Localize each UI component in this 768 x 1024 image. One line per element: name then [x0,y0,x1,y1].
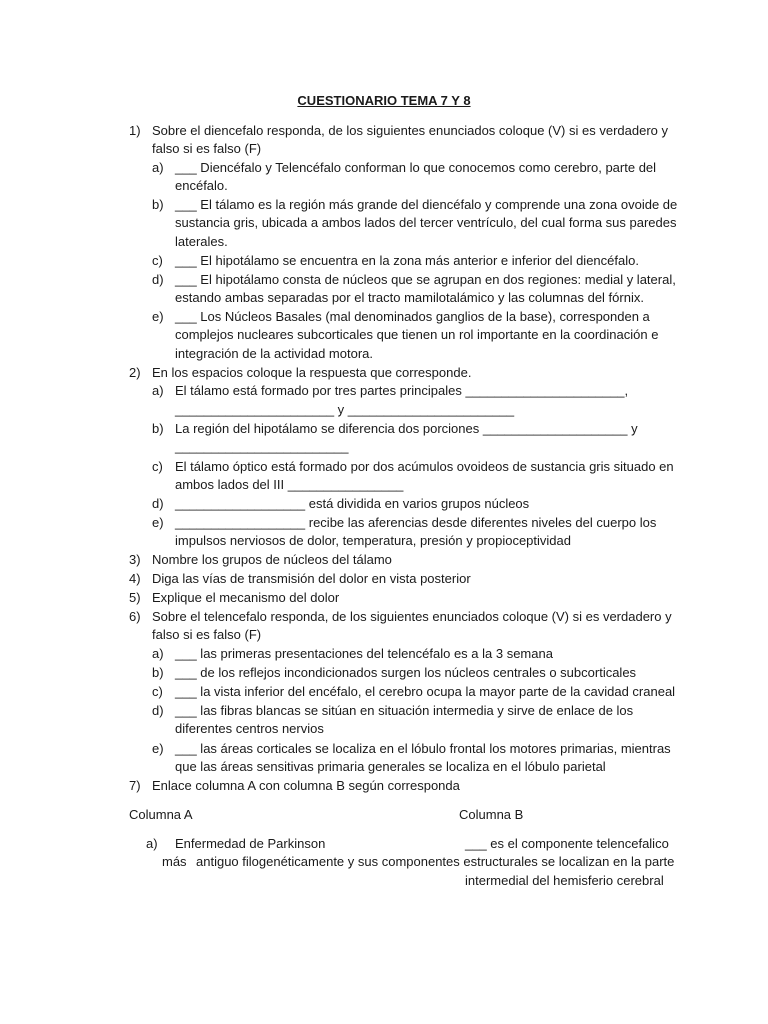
item-text: laterales. [175,234,228,249]
question-text: Sobre el telencefalo responda, de los siguientes enunciados coloque (V) si es verdadero y [152,609,672,624]
item-text: ______________________ y _______________________ [175,402,515,417]
item-text: ambos lados del III ________________ [175,477,404,492]
item-text: ___ de los reflejos incondicionados surgen los núcleos centrales o subcorticales [175,665,637,680]
question-text: Enlace columna A con columna B según corresponda [152,778,460,793]
column-b-item-continued: intermedial del hemisferio cerebral [465,873,664,888]
item-letter: a) [152,160,164,175]
item-letter: e) [152,309,164,324]
column-a-header: Columna A [129,807,193,822]
item-letter: d) [152,496,164,511]
page-title: CUESTIONARIO TEMA 7 Y 8 [297,93,471,108]
item-letter: c) [152,684,163,699]
item-text: ___ Los Núcleos Basales (mal denominados ganglios de la base), corresponden a [175,309,650,324]
question-number: 3) [129,552,141,567]
column-b-item-continued: antiguo filogenéticamente y sus componentes estructurales se localizan en la parte [196,854,675,869]
item-letter: d) [152,272,164,287]
question-text: falso si es falso (F) [152,141,262,156]
item-text: ___ El hipotálamo se encuentra en la zona más anterior e inferior del diencéfalo. [175,253,639,268]
question-text: Diga las vías de transmisión del dolor en vista posterior [152,571,471,586]
item-letter: a) [146,836,158,851]
item-text: complejos nucleares subcorticales que tienen un rol importante en la coordinación e [175,327,659,342]
item-letter: b) [152,665,164,680]
item-text: sustancia gris, ubicada a ambos lados del tercer ventrículo, del cual forma sus paredes [175,215,677,230]
item-text: ___ El hipotálamo consta de núcleos que se agrupan en dos regiones: medial y lateral, [175,272,676,287]
item-letter: c) [152,459,163,474]
question-text: En los espacios coloque la respuesta que corresponde. [152,365,472,380]
item-letter: b) [152,421,164,436]
item-text: estando ambas separadas por el tracto mamilotalámico y las columnas del fórnix. [175,290,644,305]
question-number: 6) [129,609,141,624]
item-text: impulsos nerviosos de dolor, temperatura, presión y propioceptividad [175,533,571,548]
question-text: Sobre el diencefalo responda, de los siguientes enunciados coloque (V) si es verdadero y [152,123,668,138]
item-text: ___ las primeras presentaciones del telencéfalo es a la 3 semana [175,646,553,661]
item-text: __________________ recibe las aferencias desde diferentes niveles del cuerpo los [175,515,657,530]
question-number: 1) [129,123,141,138]
item-text: ___ las áreas corticales se localiza en el lóbulo frontal los motores primarias, mientras [175,741,671,756]
question-text: Nombre los grupos de núcleos del tálamo [152,552,392,567]
column-b-item-continued: más [162,854,187,869]
question-number: 2) [129,365,141,380]
item-letter: c) [152,253,163,268]
item-text: __________________ está dividida en varios grupos núcleos [175,496,530,511]
item-text: ___ Diencéfalo y Telencéfalo conforman lo que conocemos como cerebro, parte del [175,160,657,175]
item-letter: e) [152,741,164,756]
item-text: ___ la vista inferior del encéfalo, el cerebro ocupa la mayor parte de la cavidad craneal [175,684,676,699]
question-number: 5) [129,590,141,605]
item-letter: d) [152,703,164,718]
question-number: 4) [129,571,141,586]
item-text: encéfalo. [175,178,228,193]
item-letter: a) [152,383,164,398]
item-letter: b) [152,197,164,212]
item-letter: e) [152,515,164,530]
question-number: 7) [129,778,141,793]
column-b-header: Columna B [459,807,524,822]
question-text: falso si es falso (F) [152,627,262,642]
column-a-item: Enfermedad de Parkinson [175,836,326,851]
item-text: La región del hipotálamo se diferencia dos porciones ____________________ y [175,421,638,436]
item-text: que las áreas sensitivas primaria generales se localiza en el lóbulo parietal [175,759,606,774]
item-text: ________________________ [175,439,349,454]
item-text: diferentes centros nervios [175,721,324,736]
item-text: ___ El tálamo es la región más grande del diencéfalo y comprende una zona ovoide de [175,197,678,212]
question-text: Explique el mecanismo del dolor [152,590,340,605]
column-b-item: ___ es el componente telencefalico [465,836,669,851]
item-letter: a) [152,646,164,661]
item-text: El tálamo óptico está formado por dos acúmulos ovoideos de sustancia gris situado en [175,459,674,474]
item-text: El tálamo está formado por tres partes principales ______________________, [175,383,629,398]
item-text: integración de la actividad motora. [175,346,374,361]
item-text: ___ las fibras blancas se sitúan en situación intermedia y sirve de enlace de los [175,703,634,718]
